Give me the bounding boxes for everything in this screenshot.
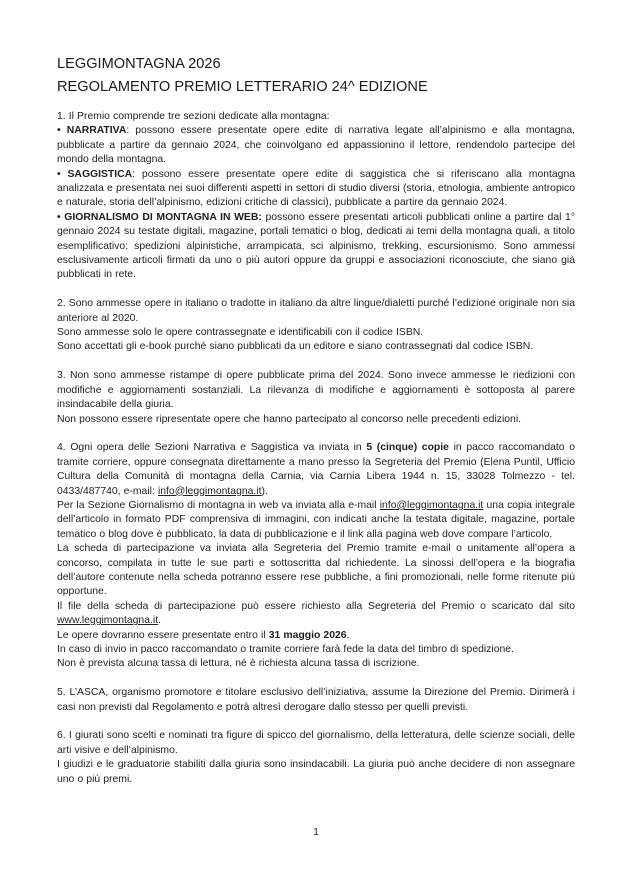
email-link[interactable]: info@leggimontagna.it [157, 485, 262, 497]
paragraph [57, 643, 575, 657]
text-run: . [158, 615, 161, 627]
bold-text: 31 maggio 2026 [268, 629, 347, 641]
text-run: Sono ammesse solo le opere contrassegnate e identificabili con il codice ISBN. [57, 327, 424, 339]
text-run: 3. Non sono ammesse ristampe di opere pubblicate prima del 2024. Sono invece ammesse le riedizioni con modifiche e aggiornamenti sostanziali. La rilevanza di modifiche e aggiornamenti è sottoposta al parere insindacabile della giuria. [57, 370, 575, 411]
website-link[interactable]: www.leggimontagna.it [57, 615, 159, 627]
paragraph [57, 326, 575, 340]
paragraph [57, 413, 575, 427]
paragraph [57, 369, 575, 412]
paragraph [57, 629, 575, 643]
text-run: I giudizi e le graduatorie stabiliti dalla giuria sono insindacabili. La giuria può anche decidere di non assegnare uno o più premi. [57, 759, 575, 785]
text-run: Per la Sezione Giornalismo di montagna in web va inviata alla e-mail [57, 499, 380, 511]
section-1 [57, 110, 575, 283]
paragraph [57, 657, 575, 671]
text-run: Non è prevista alcuna tassa di lettura, né è richiesta alcuna tassa di iscrizione. [57, 658, 420, 670]
section-5 [57, 686, 575, 715]
text-run: una copia integrale dell’articolo in formato PDF comprensiva di immagini, con indicati anche la testata digitale, magazine, portale tematico o blog dove è pubblicato, la data di pubblicazione e il link alla pagina web dove compare l’articolo. [57, 499, 575, 540]
paragraph [57, 600, 575, 629]
section-3 [57, 369, 575, 427]
text-run: Il file della scheda di partecipazione può essere richiesto alla Segreteria del Premio o scaricato dal sito [57, 600, 575, 612]
document-title-line-1: LEGGIMONTAGNA 2026 [57, 56, 221, 72]
text-run: 6. I giurati sono scelti e nominati tra figure di spicco del giornalismo, della letteratura, delle scienze sociali, delle arti visive e dell’alpinismo. [57, 730, 575, 756]
text-run: : possono essere presentate opere edite di saggistica che si riferiscano alla montagna analizzata e presentata nei suoi differenti aspetti in settori di studio diversi (storia, etnologia, ambiente antropico e naturale, storia dell’alpinismo, edizioni critiche di classici), pubblicate a partire da gennaio 2024. [57, 168, 576, 209]
bold-text: • NARRATIVA [57, 125, 127, 137]
email-link[interactable]: info@leggimontagna.it [379, 499, 484, 511]
text-run: : possono essere presentate opere edite di narrativa legate all’alpinismo e alla montagna, pubblicate a partire da gennaio 2024, che coinvolgano ed appassionino il lettore, rendendolo partecipe del mondo della montagna. [57, 125, 575, 166]
paragraph [57, 441, 575, 499]
bold-text: • GIORNALISMO DI MONTAGNA IN WEB: [57, 211, 262, 223]
text-run: 4. Ogni opera delle Sezioni Narrativa e Saggistica va inviata in [57, 442, 367, 454]
paragraph [57, 499, 575, 542]
paragraph [57, 340, 575, 354]
bold-text: 5 (cinque) copie [366, 442, 449, 454]
paragraph [57, 168, 575, 211]
document-body [57, 110, 575, 787]
text-run: possono essere presentati articoli pubblicati online a partire dal 1° gennaio 2024 su testate digitali, magazine, portali tematici o blog, dedicati ai temi della montagna quali, a titolo esemplificativo: spedizioni alpinistiche, arrampicata, sci alpinismo, trekking, escursionismo. Sono ammessi esclusivamente articoli firmati da uno o più autori oppure da gruppi e associazioni riconosciute, che siano già pubblicati in rete. [57, 211, 575, 281]
text-run: 1. Il Premio comprende tre sezioni dedicate alla montagna: [57, 111, 330, 122]
text-run: Le opere dovranno essere presentate entro il [57, 629, 269, 641]
text-run: 5. L’ASCA, organismo promotore e titolare esclusivo dell’iniziativa, assume la Direzione del Premio. Dirimerà i casi non previsti dal Regolamento e potrà altresì derogare dallo stesso per quelli previsti. [57, 687, 575, 713]
text-run: ). [261, 485, 268, 497]
text-run: 2. Sono ammesse opere in italiano o tradotte in italiano da altre lingue/dialetti purché l’edizione originale non sia anteriore al 2020. [57, 298, 575, 324]
text-run: Sono accettati gli e-book purché siano pubblicati da un editore e siano contrassegnati dal codice ISBN. [57, 341, 534, 353]
bold-text: • SAGGISTICA [57, 168, 133, 180]
text-run: Non possono essere ripresentate opere che hanno partecipato al concorso nelle precedenti edizioni. [57, 413, 522, 425]
paragraph [57, 758, 575, 787]
section-6 [57, 729, 575, 787]
section-4 [57, 441, 575, 672]
text-run: La scheda di partecipazione va inviata alla Segreteria del Premio tramite e-mail o unitamente all’opera a concorso, compilata in tutte le sue parti e sottoscritta dal richiedente. La sinossi dell’opera e la biografia dell’autore contenute nella scheda potranno essere rese pubbliche, a fini promozionali, nelle forme ritenute più opportune. [57, 543, 575, 598]
page-number: 1 [313, 826, 319, 838]
document-title-line-2: REGOLAMENTO PREMIO LETTERARIO 24^ EDIZIONE [57, 78, 428, 95]
paragraph [57, 729, 575, 758]
paragraph [57, 686, 575, 715]
text-run: . [346, 629, 350, 641]
text-run: In caso di invio in pacco raccomandato o tramite corriere farà fede la data del timbro di spedizione. [57, 643, 514, 655]
text-run: in pacco raccomandato o tramite corriere, oppure consegnata direttamente a mano presso la Segreteria del Premio (Elena Puntil, Ufficio Cultura della Comunità di montagna della Carnia, via Carnia Libera 1944 n. 15, 33028 Tolmezzo - tel. 0433/487740, e-mail: [57, 442, 575, 497]
section-2 [57, 297, 575, 355]
paragraph [57, 542, 575, 600]
paragraph [57, 124, 575, 167]
paragraph [57, 297, 575, 326]
paragraph [57, 211, 575, 283]
document-title [57, 53, 575, 98]
document-content [57, 53, 575, 787]
paragraph [57, 110, 575, 124]
